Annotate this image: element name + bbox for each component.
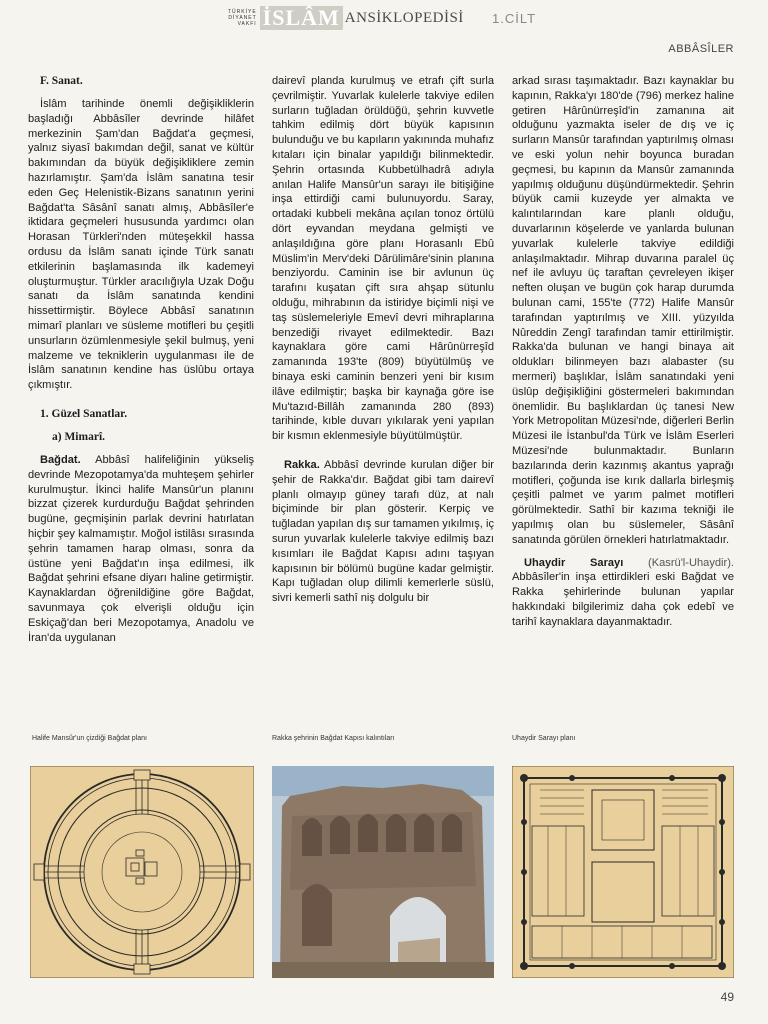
text-column-2	[272, 74, 494, 606]
figure-caption: Uhaydir Sarayı planı	[512, 735, 576, 742]
subsection-heading: 1. Güzel Sanatlar.	[40, 407, 128, 420]
run-in-heading: Uhaydir Sarayı	[524, 556, 624, 569]
publisher-label: TÜRKİYE DİYANET VAKFI	[228, 9, 257, 27]
page-number: 49	[720, 990, 734, 1004]
paragraph: dairevî planda kurulmuş ve etrafı çift surla çevrilmiştir. Yuvarlak kulelerle takviye edilen surların tuğladan örüldüğü, şehrin kuvvetle tahkim edilmiş dört büyük kapısının bulunduğu ve bu kapıların yakınında muhafız kıtaları için binalar yapıldığı bilinmektedir. Şehrin ortasında Kubbetülhadrâ adıyla anılan Halife Mansûr'un sarayı ile bitişiğine inşa ettirdiği cami bulunuyordu. Saray, ortadaki kubbeli mekâna açılan tonoz örtülü dört eyvandan meydana gelmişti ve anlaşıldığına göre planı Horasanlı Ebû Müslim'in Merv'deki Dârülimâre'sinin planına benziyordu. Caminin ise bir avlunun üç tarafını kuşatan çift sıra ahşap sütunlu olduğu, mihrabının da istiridye biçimli nişi ve taş süslemeleriyle Emevî devri mihraplarına benzediği rivayet edilmektedir. Bazı kaynaklara göre cami Hârûnürreşîd zamanında 193'te (809) büyütülmüş ve binaya eski caminin benzeri yeni bir kısım ilâve edilmiştir; başka bir kaynağa göre ise Mu'tazıd-Billâh zamanında 280 (893) tarihinde, kıble duvarı yıkılarak yeni yapılan bir kısmın eklenmesiyle büyütülmüştür.	[272, 75, 494, 443]
subsection-heading: a) Mimarî.	[52, 430, 106, 443]
run-in-heading: Rakka.	[284, 458, 320, 471]
run-in-heading: Bağdat.	[40, 453, 81, 466]
paragraph: Uhaydir Sarayı (Kasrü'l-Uhaydir). Abbâsîler'in inşa ettirdikleri eski Bağdat ve Rakka şehirlerinde bulunan yapılar hakkındaki bilgilerimiz daha çok edebî ve tarihî kaynaklara dayanmaktadır.	[512, 556, 734, 628]
text-column-1	[28, 74, 254, 645]
paragraph: arkad sırası taşımaktadır. Bazı kaynaklar bu kapının, Rakka'yı 180'de (796) merkez haline getiren Hârûnürreşîd'in zamanına ait olduğunu yazmakta iseler de dış ve iç surların Mansûr tarafından yaptırılmış olması ve eski yolun nehir boyunca buradan geçmesi, bu kapının da Mansûr zamanında yapılmış olduğunu düşündürmektedir. Şehrin büyük camii kuzeyde yer almakta ve kalıntılarından kare planlı olduğu, duvarlarının köşelerde ve yanlarda bulunan yuvarlak kulelerle takviye edildiği anlaşılmaktadır. Mihrap duvarına paralel üç nef ile avluyu üç taraftan çevreleyen ikişer neften oluşan ve bugün çok harap durumda bulunan cami, 155'te (772) Halife Mansûr tarafından yaptırılmış ve XIII. yüzyılda Nûreddin Zengî tarafından tamir ettirilmiştir. Rakka'da bulunan ve hangi binaya ait oldukları bilinmeyen bazı alabaster (su mermeri) başlıklar, İslâm sanatındaki yeni üslûp değişikliğini göstermeleri bakımından önemlidir. Bu başlıklardan üç tanesi New York Metropolitan Müzesi'nde, diğerleri Berlin Müzesi ile İstanbul'da Türk ve İslâm Eserleri Müzesi'nde bulunmaktadır. Bunların bazılarında derin kazınmış akantus yaprağı motifleri, çoğunda ise kırık dallarla birleşmiş çeşitli palmet ve yarım palmet motifleri görülmektedir. Sathî bir kazıma tekniği ile yapılmış olan bu süslemeler, Sâsânî sanatında görülen örnekleri hatırlatmaktadır.	[512, 75, 734, 546]
baghdad-plan-figure	[30, 766, 254, 983]
rakka-gate-drawing	[272, 766, 494, 978]
paragraph: Rakka. Abbâsî devrinde kurulan diğer bir şehir de Rakka'dır. Bağdat gibi tam dairevî planlı olmayıp güney tarafı düz, at nalı biçiminde bir plan gösterir. Kerpiç ve tuğladan yapılan dış sur tamamen yıkılmış, iç surun yuvarlak kulelerle takviye edilmiş bazı kısımları ile Bağdat Kapısı adını taşıyan kapısının bir bölümü bugüne kadar gelmiştir. Kapı tuğladan olup dilimli kemerlerle süslü, sivri kemerli sathî niş dolgulu bir	[272, 458, 494, 605]
paragraph: İslâm tarihinde önemli değişikliklerin başladığı Abbâsîler devrinde hilâfet merkezinin Şam'dan Bağdat'a geçmesi, yalnız siyasî bakımdan değil, sanat ve kültür bakımından da büyük değişikliklere zemin hazırlamıştır. Şam'da İslâm sanatına tesir eden Geç Helenistik-Bizans sanatının yerini Bağdat'ta Sâsânî sanatı almış, Abbâsîler'e iktidara geçmeleri hususunda yardımcı olan Horasan Türkleri'nden müteşekkil hassa ordusu da İslâm sanatı içinde Türk sanatı etkilerinin başlamasında ilk kademeyi oluşturmuştur. Türkler aracılığıyla Uzak Doğu sanatı da İslâm sanatında kendini hissettirmiştir. Böylece Abbâsî sanatının mimarî planları ve süsleme motifleri bu çeşitli unsurların özümlenmesiyle şekil bulmuş, yeni malzeme ve tekniklerin uygulanması ile de İslâm sanatının kendine has üslûbu ortaya çıkmıştır.	[28, 98, 254, 392]
text-column-3	[512, 74, 734, 629]
uhaydir-plan-figure	[512, 766, 734, 983]
section-heading: F. Sanat.	[40, 75, 83, 87]
running-head: ABBÂSÎLER	[668, 43, 734, 55]
logo-word: İSLÂM	[260, 6, 343, 30]
rakka-gate-photo	[272, 766, 494, 983]
encyclopedia-header	[228, 6, 464, 30]
uhaydir-plan-drawing	[512, 766, 734, 978]
figure-caption: Rakka şehrinin Bağdat Kapısı kalıntıları	[272, 735, 395, 742]
volume-label: 1.CİLT	[492, 11, 537, 26]
baghdad-plan-drawing	[30, 766, 254, 978]
paragraph: Bağdat. Abbâsî halifeliğinin yükseliş devrinde Mezopotamya'da muhteşem şehirler kurulmuştur. İkinci halife Mansûr'un planını bizzat çizerek kurdurduğu Bağdat şehrinden bugüne, geçmişinin parlak devrini hatırlatan hiçbir şey kalmamıştır. Moğol istilâsı sırasında şehrin tamamen harap olması, sonra da üstüne yeni Bağdat'ın inşa edilmesi, ilk Bağdat şehrini efsane diyarı haline getirmiştir. Kaynaklardan öğrenildiğine göre Bağdat, savunmaya çok elverişli olduğu için Eskiçağ'dan beri Mezopotamya, Anadolu ve İran'da uygulanan	[28, 453, 254, 644]
encyclopedia-title: ANSİKLOPEDİSİ	[344, 9, 464, 26]
figure-caption: Halife Mansûr'un çizdiği Bağdat planı	[32, 735, 147, 742]
